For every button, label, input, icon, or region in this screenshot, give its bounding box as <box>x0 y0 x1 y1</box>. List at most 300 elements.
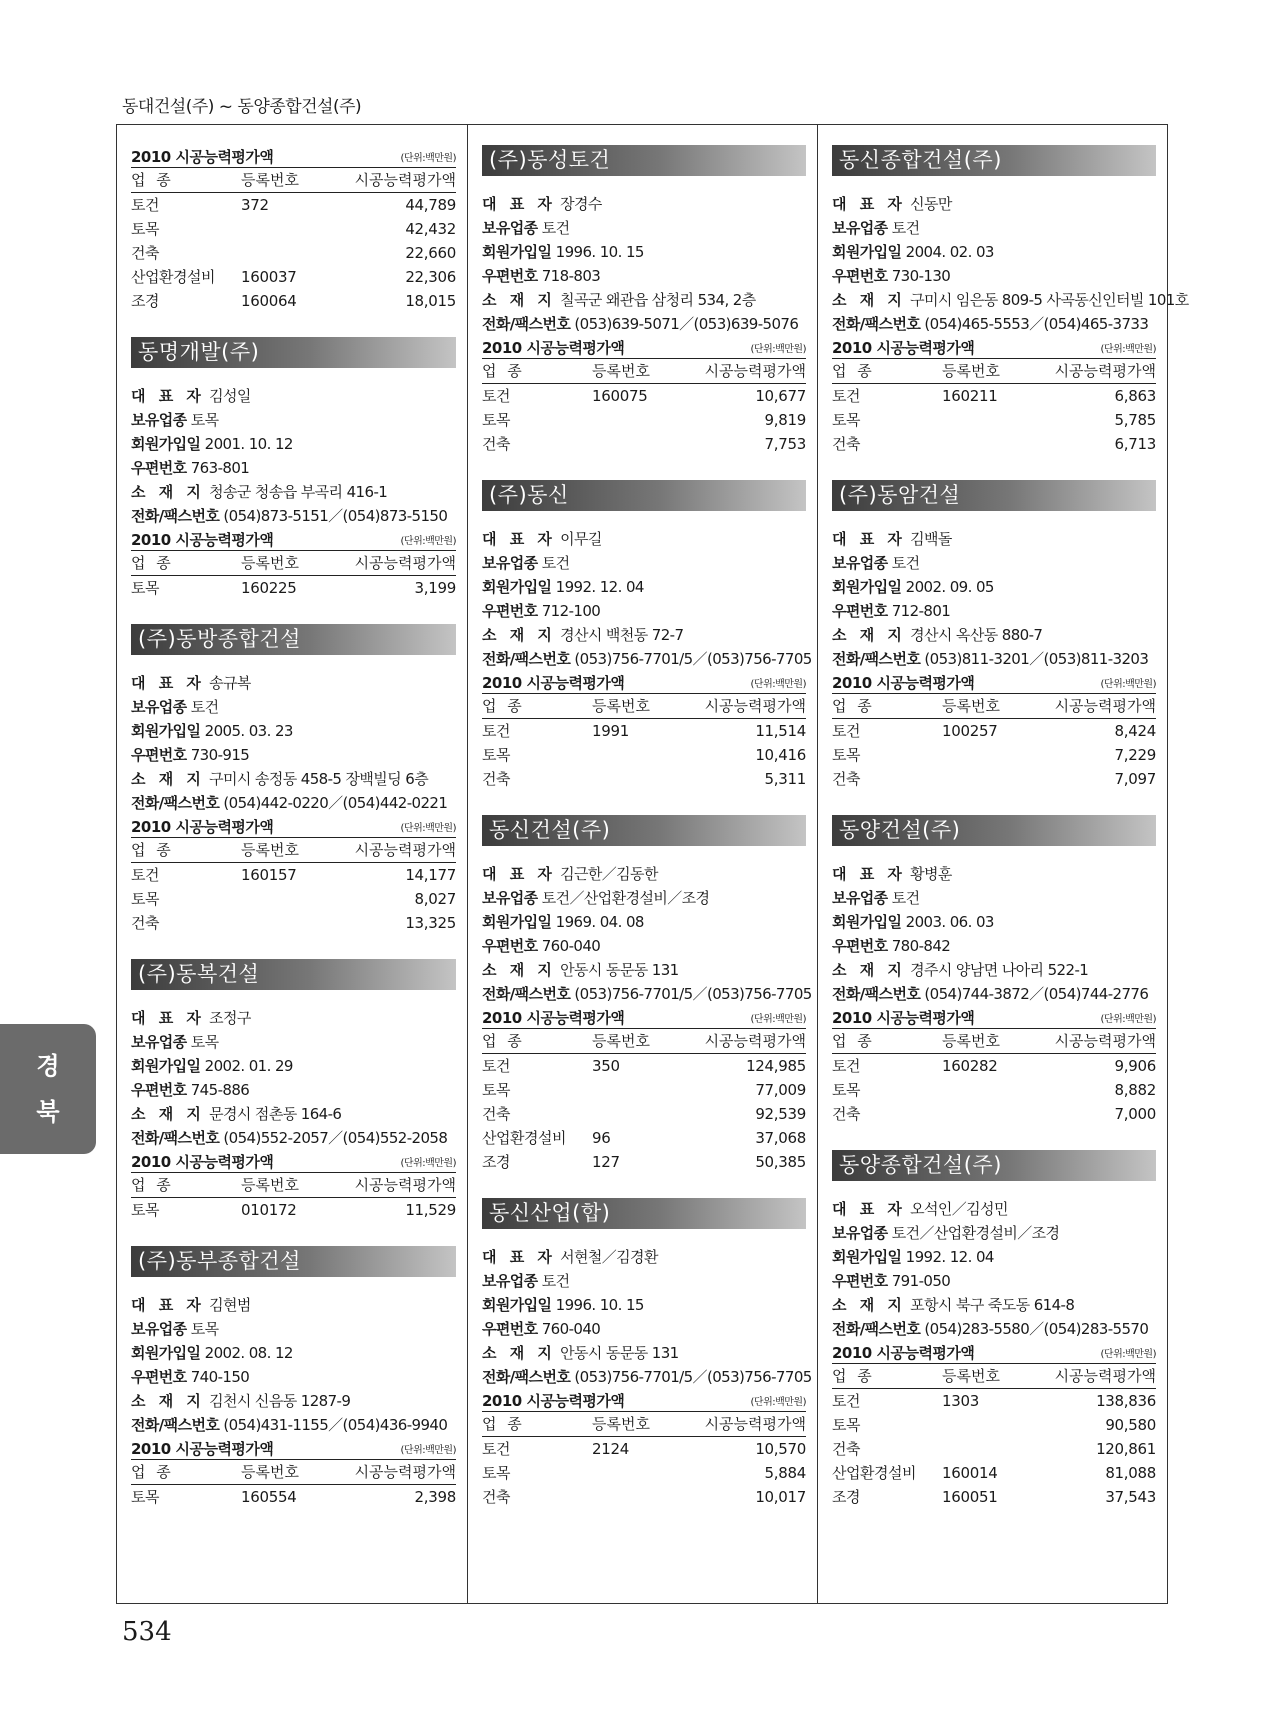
table-header <box>482 360 806 384</box>
info-tel <box>131 791 456 815</box>
company-name: (주)동방종합건설 <box>131 624 456 655</box>
capacity-title: 2010 시공능력평가액 <box>832 1344 975 1362</box>
header-reg: 등록번호 <box>241 1176 299 1194</box>
info-value: 청송군 청송읍 부곡리 416-1 <box>209 483 388 501</box>
info-label: 보유업종 <box>832 1224 888 1242</box>
header-val: 시공능력평가액 <box>354 1463 456 1481</box>
info-value: 2002. 08. 12 <box>204 1344 293 1362</box>
header-biz: 업 종 <box>482 697 525 715</box>
info-tel <box>131 1126 456 1150</box>
info-addr <box>482 288 806 312</box>
info-value: 2001. 10. 12 <box>204 435 293 453</box>
capacity-caption <box>832 336 1156 359</box>
info-label: 회원가입일 <box>482 578 552 596</box>
capacity-caption <box>131 1437 456 1460</box>
cell-val: 13,325 <box>405 914 456 932</box>
capacity-title: 2010 시공능력평가액 <box>832 1009 975 1027</box>
info-label: 전화/팩스번호 <box>482 315 571 333</box>
info-label: 대 표 자 <box>131 387 205 405</box>
info-rep <box>482 1245 806 1269</box>
info-label: 소 재 지 <box>131 1392 205 1410</box>
cell-val: 42,432 <box>405 220 456 238</box>
cell-val: 8,424 <box>1114 722 1156 740</box>
table-row <box>832 1485 1156 1509</box>
cell-biz: 토건 <box>482 1057 510 1075</box>
cell-val: 9,906 <box>1114 1057 1156 1075</box>
info-label: 회원가입일 <box>832 243 902 261</box>
info-label: 대 표 자 <box>482 865 556 883</box>
company-entry <box>131 959 456 1222</box>
info-label: 보유업종 <box>482 219 538 237</box>
capacity-title: 2010 시공능력평가액 <box>482 674 625 692</box>
info-rep <box>482 192 806 216</box>
cell-reg: 160554 <box>241 1488 297 1506</box>
info-label: 소 재 지 <box>482 1344 556 1362</box>
info-biz <box>131 408 456 432</box>
info-label: 우편번호 <box>131 459 187 477</box>
info-value: 토목 <box>190 1033 219 1051</box>
info-label: 우편번호 <box>131 746 187 764</box>
table-row <box>131 217 456 241</box>
info-value: 2005. 03. 23 <box>204 722 293 740</box>
info-value: 김현범 <box>209 1296 251 1314</box>
info-tel <box>832 982 1156 1006</box>
table-row <box>131 887 456 911</box>
info-value: (053)639-5071／(053)639-5076 <box>574 315 799 333</box>
info-value: 구미시 임은동 809-5 사곡동신인터빌 101호 <box>910 291 1189 309</box>
info-label: 대 표 자 <box>832 865 906 883</box>
info-value: 1996. 10. 15 <box>555 243 644 261</box>
capacity-caption <box>131 815 456 838</box>
cell-reg: 160075 <box>592 387 648 405</box>
table-row <box>832 1461 1156 1485</box>
cell-biz: 산업환경설비 <box>482 1129 566 1147</box>
cell-reg <box>592 432 702 456</box>
company-name: 동명개발(주) <box>131 337 456 368</box>
table-row <box>832 1054 1156 1078</box>
cell-biz: 토건 <box>482 1440 510 1458</box>
header-biz: 업 종 <box>482 1415 525 1433</box>
info-value: 730-130 <box>891 267 951 285</box>
header-biz: 업 종 <box>482 362 525 380</box>
info-biz <box>832 551 1156 575</box>
column-3 <box>817 125 1189 1603</box>
cell-val: 5,884 <box>764 1464 806 1482</box>
table-header <box>131 169 456 193</box>
cell-reg: 1991 <box>592 722 629 740</box>
cell-val: 11,514 <box>755 722 806 740</box>
cell-reg <box>942 1102 1052 1126</box>
info-value: 안동시 동문동 131 <box>560 1344 679 1362</box>
info-value: 경주시 양남면 나아리 522-1 <box>910 961 1089 979</box>
cell-val: 138,836 <box>1096 1392 1156 1410</box>
cell-val: 8,882 <box>1114 1081 1156 1099</box>
cell-biz: 토목 <box>832 746 860 764</box>
cell-reg <box>592 1485 702 1509</box>
cell-reg: 160157 <box>241 866 297 884</box>
cell-biz: 토목 <box>482 1464 510 1482</box>
cell-biz: 조경 <box>482 1153 510 1171</box>
info-join <box>131 432 456 456</box>
info-label: 보유업종 <box>832 889 888 907</box>
info-value: 760-040 <box>541 937 601 955</box>
info-label: 소 재 지 <box>832 961 906 979</box>
table-row <box>482 767 806 791</box>
info-label: 우편번호 <box>131 1081 187 1099</box>
table-row <box>832 1437 1156 1461</box>
cell-biz: 토목 <box>131 1201 159 1219</box>
cell-biz: 건축 <box>482 770 510 788</box>
info-biz <box>131 695 456 719</box>
table-row <box>482 1461 806 1485</box>
info-join <box>482 1293 806 1317</box>
header-val: 시공능력평가액 <box>1054 1032 1156 1050</box>
company-name: 동신건설(주) <box>482 815 806 846</box>
company-entry <box>482 1198 812 1509</box>
cell-biz: 토목 <box>482 1081 510 1099</box>
info-label: 소 재 지 <box>832 1296 906 1314</box>
header-biz: 업 종 <box>482 1032 525 1050</box>
company-name: 동신종합건설(주) <box>832 145 1156 176</box>
header-reg: 등록번호 <box>942 1367 1000 1385</box>
info-join <box>131 1341 456 1365</box>
company-name: (주)동암건설 <box>832 480 1156 511</box>
header-biz: 업 종 <box>832 1032 875 1050</box>
info-value: (053)756-7701/5／(053)756-7705 <box>574 650 812 668</box>
table-header <box>832 360 1156 384</box>
capacity-caption <box>482 671 806 694</box>
info-label: 대 표 자 <box>482 195 556 213</box>
info-value: (053)756-7701/5／(053)756-7705 <box>574 985 812 1003</box>
cell-val: 77,009 <box>755 1081 806 1099</box>
capacity-title: 2010 시공능력평가액 <box>131 1153 274 1171</box>
company-entry <box>482 480 812 791</box>
info-value: 장경수 <box>560 195 602 213</box>
info-value: 김성일 <box>209 387 251 405</box>
company-name: (주)동복건설 <box>131 959 456 990</box>
capacity-unit: (단위:백만원) <box>750 679 806 690</box>
info-rep <box>482 527 806 551</box>
info-label: 우편번호 <box>482 602 538 620</box>
cell-reg: 160225 <box>241 579 297 597</box>
info-label: 우편번호 <box>832 1272 888 1290</box>
info-value: 오석인／김성민 <box>910 1200 1008 1218</box>
header-reg: 등록번호 <box>241 554 299 572</box>
table-row <box>832 1413 1156 1437</box>
info-join <box>482 575 806 599</box>
cell-biz: 토목 <box>832 1416 860 1434</box>
table-row <box>482 743 806 767</box>
info-label: 회원가입일 <box>131 722 201 740</box>
cell-val: 120,861 <box>1096 1440 1156 1458</box>
header-reg: 등록번호 <box>942 1032 1000 1050</box>
info-label: 소 재 지 <box>482 291 556 309</box>
header-val: 시공능력평가액 <box>354 171 456 189</box>
info-rep <box>832 527 1156 551</box>
cell-reg: 010172 <box>241 1201 297 1219</box>
info-join <box>482 910 806 934</box>
table-row <box>482 1150 806 1174</box>
capacity-caption <box>482 336 806 359</box>
cell-val: 2,398 <box>414 1488 456 1506</box>
info-value: 이무길 <box>560 530 602 548</box>
info-label: 보유업종 <box>131 1320 187 1338</box>
info-zip <box>482 934 806 958</box>
info-addr <box>131 767 456 791</box>
cell-val: 92,539 <box>755 1105 806 1123</box>
company-name: (주)동성토건 <box>482 145 806 176</box>
info-label: 회원가입일 <box>131 1057 201 1075</box>
info-value: 구미시 송정동 458-5 장백빌딩 6층 <box>209 770 429 788</box>
cell-biz: 토건 <box>832 722 860 740</box>
region-tab-line1: 경 <box>36 1052 60 1080</box>
capacity-unit: (단위:백만원) <box>750 1014 806 1025</box>
info-value: 조정구 <box>209 1009 251 1027</box>
info-label: 보유업종 <box>482 1272 538 1290</box>
info-tel <box>832 312 1156 336</box>
table-row <box>832 408 1156 432</box>
cell-reg <box>592 767 702 791</box>
info-rep <box>482 862 806 886</box>
capacity-caption <box>131 145 456 168</box>
company-entry <box>832 815 1156 1126</box>
table-row <box>832 432 1156 456</box>
company-name: 동양종합건설(주) <box>832 1150 1156 1181</box>
info-value: 745-886 <box>190 1081 250 1099</box>
cell-biz: 건축 <box>832 435 860 453</box>
table-row <box>482 432 806 456</box>
info-value: 2002. 09. 05 <box>905 578 994 596</box>
info-label: 우편번호 <box>832 602 888 620</box>
company-entry <box>832 1150 1156 1509</box>
capacity-unit: (단위:백만원) <box>750 344 806 355</box>
table-row <box>832 743 1156 767</box>
cell-biz: 토목 <box>131 890 159 908</box>
cell-val: 50,385 <box>755 1153 806 1171</box>
cell-biz: 건축 <box>832 1105 860 1123</box>
header-val: 시공능력평가액 <box>704 362 806 380</box>
table-header <box>131 552 456 576</box>
info-value: 2003. 06. 03 <box>905 913 994 931</box>
cell-val: 7,229 <box>1114 746 1156 764</box>
header-reg: 등록번호 <box>241 841 299 859</box>
info-label: 소 재 지 <box>832 291 906 309</box>
info-join <box>131 719 456 743</box>
info-value: 토건 <box>541 554 570 572</box>
capacity-title: 2010 시공능력평가액 <box>832 339 975 357</box>
company-entry <box>131 1246 456 1509</box>
table-row <box>131 241 456 265</box>
table-row <box>131 1485 456 1509</box>
cell-reg <box>241 887 351 911</box>
running-title: 동대건설(주) ~ 동양종합건설(주) <box>122 97 362 117</box>
info-label: 보유업종 <box>131 1033 187 1051</box>
info-value: (054)552-2057／(054)552-2058 <box>223 1129 448 1147</box>
header-biz: 업 종 <box>832 362 875 380</box>
info-value: 김천시 신음동 1287-9 <box>209 1392 351 1410</box>
info-label: 보유업종 <box>482 554 538 572</box>
column-2 <box>467 125 817 1603</box>
capacity-title: 2010 시공능력평가액 <box>131 818 274 836</box>
header-val: 시공능력평가액 <box>354 1176 456 1194</box>
header-reg: 등록번호 <box>592 1415 650 1433</box>
info-tel <box>131 504 456 528</box>
table-header <box>832 695 1156 719</box>
info-label: 회원가입일 <box>832 578 902 596</box>
info-label: 대 표 자 <box>482 530 556 548</box>
cell-reg: 160037 <box>241 268 297 286</box>
info-value: 1996. 10. 15 <box>555 1296 644 1314</box>
info-value: 신동만 <box>910 195 952 213</box>
info-biz <box>482 551 806 575</box>
capacity-unit: (단위:백만원) <box>400 823 456 834</box>
cell-val: 14,177 <box>405 866 456 884</box>
company-entry <box>131 337 456 600</box>
info-label: 소 재 지 <box>131 483 205 501</box>
capacity-caption <box>131 528 456 551</box>
cell-reg <box>592 743 702 767</box>
column-1 <box>117 125 467 1603</box>
info-label: 대 표 자 <box>131 1296 205 1314</box>
cell-val: 22,660 <box>405 244 456 262</box>
company-entry <box>482 815 812 1174</box>
cell-val: 5,311 <box>764 770 806 788</box>
cell-val: 6,713 <box>1114 435 1156 453</box>
cell-reg: 1303 <box>942 1392 979 1410</box>
info-label: 전화/팩스번호 <box>832 650 921 668</box>
table-row <box>131 576 456 600</box>
table-row <box>482 1078 806 1102</box>
info-label: 대 표 자 <box>832 530 906 548</box>
cell-val: 10,416 <box>755 746 806 764</box>
company-name: 동양건설(주) <box>832 815 1156 846</box>
cell-biz: 토건 <box>131 196 159 214</box>
cell-biz: 건축 <box>832 1440 860 1458</box>
info-label: 소 재 지 <box>131 1105 205 1123</box>
header-reg: 등록번호 <box>592 697 650 715</box>
cell-biz: 토목 <box>482 411 510 429</box>
info-addr <box>832 288 1189 312</box>
header-val: 시공능력평가액 <box>354 554 456 572</box>
header-val: 시공능력평가액 <box>704 1415 806 1433</box>
info-biz <box>832 216 1156 240</box>
table-header <box>832 1030 1156 1054</box>
info-rep <box>131 1006 456 1030</box>
capacity-unit: (단위:백만원) <box>400 1158 456 1169</box>
cell-reg: 160211 <box>942 387 998 405</box>
info-label: 회원가입일 <box>482 913 552 931</box>
info-value: (054)442-0220／(054)442-0221 <box>223 794 448 812</box>
region-tab-line2: 북 <box>36 1098 60 1126</box>
cell-reg: 160064 <box>241 292 297 310</box>
cell-biz: 토목 <box>131 1488 159 1506</box>
info-label: 소 재 지 <box>482 626 556 644</box>
cell-val: 5,785 <box>1114 411 1156 429</box>
info-label: 대 표 자 <box>832 1200 906 1218</box>
cell-reg <box>942 767 1052 791</box>
info-value: 황병훈 <box>910 865 952 883</box>
page-number: 534 <box>122 1617 172 1647</box>
info-value: 토건 <box>190 698 219 716</box>
header-biz: 업 종 <box>131 1176 174 1194</box>
info-label: 전화/팩스번호 <box>131 507 220 525</box>
table-row <box>482 1485 806 1509</box>
info-rep <box>832 192 1156 216</box>
table-header <box>131 1174 456 1198</box>
capacity-title: 2010 시공능력평가액 <box>482 1009 625 1027</box>
info-label: 전화/팩스번호 <box>131 1129 220 1147</box>
info-value: 718-803 <box>541 267 601 285</box>
cell-biz: 조경 <box>131 292 159 310</box>
info-value: 791-050 <box>891 1272 951 1290</box>
table-row <box>482 1102 806 1126</box>
cell-val: 10,017 <box>755 1488 806 1506</box>
info-zip <box>482 1317 806 1341</box>
info-label: 보유업종 <box>832 554 888 572</box>
directory-frame <box>116 124 1189 1604</box>
table-header <box>131 839 456 863</box>
info-value: (054)873-5151／(054)873-5150 <box>223 507 448 525</box>
info-value: (054)431-1155／(054)436-9940 <box>223 1416 448 1434</box>
capacity-unit: (단위:백만원) <box>1100 1014 1156 1025</box>
info-join <box>482 240 806 264</box>
cell-val: 7,753 <box>764 435 806 453</box>
info-join <box>832 575 1156 599</box>
info-label: 회원가입일 <box>482 243 552 261</box>
info-zip <box>832 264 1156 288</box>
table-row <box>482 384 806 408</box>
info-value: (054)283-5580／(054)283-5570 <box>924 1320 1149 1338</box>
header-biz: 업 종 <box>131 841 174 859</box>
company-name: 동신산업(합) <box>482 1198 806 1229</box>
cell-biz: 토목 <box>832 411 860 429</box>
capacity-caption <box>832 1341 1156 1364</box>
info-value: 712-801 <box>891 602 951 620</box>
cell-val: 22,306 <box>405 268 456 286</box>
cell-reg: 350 <box>592 1057 620 1075</box>
capacity-caption <box>482 1006 806 1029</box>
cell-biz: 토목 <box>482 746 510 764</box>
info-rep <box>832 1197 1156 1221</box>
info-rep <box>131 1293 456 1317</box>
capacity-title: 2010 시공능력평가액 <box>131 1440 274 1458</box>
company-entry <box>131 145 456 313</box>
info-label: 우편번호 <box>482 1320 538 1338</box>
info-zip <box>482 264 806 288</box>
info-zip <box>832 1269 1156 1293</box>
info-value: 토목 <box>190 1320 219 1338</box>
info-label: 보유업종 <box>482 889 538 907</box>
cell-reg: 96 <box>592 1129 611 1147</box>
cell-biz: 토목 <box>131 220 159 238</box>
info-value: 안동시 동문동 131 <box>560 961 679 979</box>
info-value: (054)465-5553／(054)465-3733 <box>924 315 1149 333</box>
cell-reg <box>942 1437 1052 1461</box>
info-tel <box>832 1317 1156 1341</box>
cell-biz: 건축 <box>131 244 159 262</box>
info-tel <box>482 1365 812 1389</box>
cell-val: 10,677 <box>755 387 806 405</box>
cell-reg <box>592 408 702 432</box>
info-value: 1992. 12. 04 <box>905 1248 994 1266</box>
capacity-title: 2010 시공능력평가액 <box>131 531 274 549</box>
region-tab <box>0 1024 96 1154</box>
cell-val: 37,068 <box>755 1129 806 1147</box>
cell-biz: 토건 <box>482 387 510 405</box>
info-biz <box>482 1269 806 1293</box>
info-label: 보유업종 <box>131 411 187 429</box>
info-label: 대 표 자 <box>131 1009 205 1027</box>
